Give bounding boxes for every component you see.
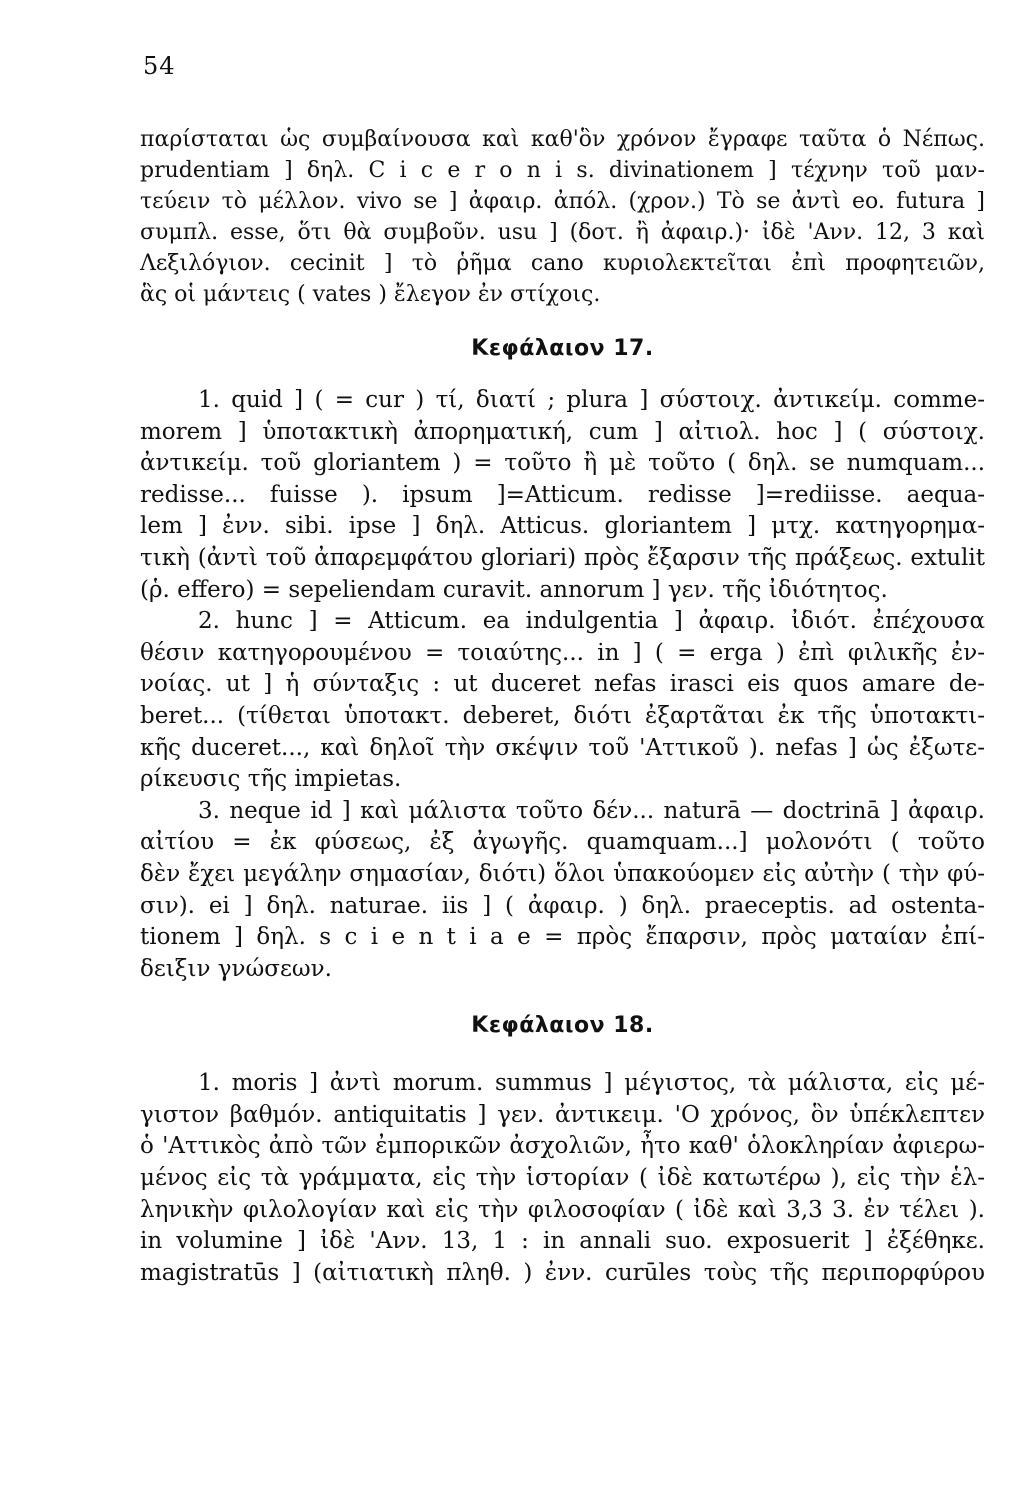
text-line: redisse... fuisse ). ipsum ]=Atticum. redisse ]=rediisse. aequa-	[140, 481, 985, 508]
text-line: τεύειν τὸ μέλλον. vivo se ] ἀφαιρ. ἀπόλ. (χρον.) Τὸ se ἀντὶ eo. futura ]	[140, 189, 985, 214]
text-line: συμπλ. esse, ὅτι θὰ συμβοῦν. usu ] (δοτ. ἢ ἀφαιρ.)· ἰδὲ 'Ανν. 12, 3 καὶ	[140, 220, 985, 245]
chapter-heading-17: Κεφάλαιον 17.	[471, 336, 654, 361]
intro-paragraph	[140, 124, 985, 310]
text-line: γιστον βαθμόν. antiquitatis ] γεν. ἀντικειμ. 'Ο χρόνος, ὃν ὑπέκλεπτεν	[140, 1101, 985, 1128]
text-line: tionem ] δηλ. s c i e n t i a e = πρὸς ἔπαρσιν, πρὸς ματαίαν ἐπί-	[140, 924, 985, 951]
text-line: 1. quid ] ( = cur ) τί, διατί ; plura ] σύστοιχ. ἀντικείμ. comme-	[198, 387, 985, 413]
text-line: (ῥ. effero) = sepeliendam curavit. annorum ] γεν. τῆς ἰδιότητος.	[140, 576, 888, 603]
text-line: μένος εἰς τὰ γράμματα, εἰς τὴν ἱστορίαν ( ἰδὲ κατωτέρω ), εἰς τὴν ἑλ-	[140, 1165, 985, 1192]
text-line: 2. hunc ] = Atticum. ea indulgentia ] ἀφαιρ. ἰδιότ. ἐπέχουσα	[198, 608, 985, 635]
text-line: παρίσταται ὡς συμβαίνουσα καὶ καθ'ὃν χρόνον ἔγραφε ταῦτα ὁ Νέπως.	[140, 127, 985, 152]
chapter-17-body	[140, 385, 985, 985]
text-line: νοίας. ut ] ἡ σύνταξις : ut duceret nefas irasci eis quos amare de-	[140, 671, 985, 698]
text-line: prudentiam ] δηλ. C i c e r o n i s. divinationem ] τέχνην τοῦ μαν-	[140, 158, 985, 183]
text-line: beret... (τίθεται ὑποτακτ. deberet, διότι ἐξαρτᾶται ἐκ τῆς ὑποτακτι-	[140, 702, 985, 729]
text-line: δειξιν γνώσεων.	[140, 955, 332, 982]
text-line: 1. moris ] ἀντὶ morum. summus ] μέγιστος, τὰ μάλιστα, εἰς μέ-	[198, 1070, 985, 1097]
text-line: ἀντικείμ. τοῦ gloriantem ) = τοῦτο ἢ μὲ τοῦτο ( δηλ. se numquam...	[140, 450, 985, 477]
text-line: αἰτίου = ἐκ φύσεως, ἐξ ἀγωγῆς. quamquam...] μολονότι ( τοῦτο	[140, 829, 985, 856]
chapter-18-body	[140, 1068, 985, 1289]
text-line: in volumine ] ἰδὲ 'Ανν. 13, 1 : in annali suo. exposuerit ] ἐξέθηκε.	[140, 1228, 985, 1255]
text-line: morem ] ὑποτακτικὴ ἀπορηματική, cum ] αἰτιολ. hoc ] ( σύστοιχ.	[140, 418, 985, 445]
text-line: ληνικὴν φιλολογίαν καὶ εἰς τὴν φιλοσοφίαν ( ἰδὲ καὶ 3,3 3. ἐν τέλει ).	[140, 1196, 985, 1223]
text-line: τικὴ (ἀντὶ τοῦ ἀπαρεμφάτου gloriari) πρὸς ἔξαρσιν τῆς πράξεως. extulit	[140, 544, 985, 571]
text-line: magistratūs ] (αἰτιατικὴ πληθ. ) ἐνν. curūles τοὺς τῆς περιπορφύρου	[140, 1259, 985, 1286]
text-line: ἃς οἱ μάντεις ( vates ) ἔλεγον ἐν στίχοις.	[140, 282, 601, 307]
text-line: κῆς duceret..., καὶ δηλοῖ τὴν σκέψιν τοῦ 'Αττικοῦ ). nefas ] ὡς ἐξωτε-	[140, 734, 985, 761]
text-line: Λεξιλόγιον. cecinit ] τὸ ῥῆμα cano κυριολεκτεῖται ἐπὶ προφητειῶν,	[140, 251, 985, 276]
text-line: ρίκευσις τῆς impietas.	[140, 766, 402, 793]
text-line: δὲν ἔχει μεγάλην σημασίαν, διότι) ὅλοι ὑπακούομεν εἰς αὐτὴν ( τὴν φύ-	[140, 860, 985, 887]
chapter-heading-18: Κεφάλαιον 18.	[471, 1013, 654, 1039]
text-line: σιν). ei ] δηλ. naturae. iis ] ( ἀφαιρ. ) δηλ. praeceptis. ad ostenta-	[140, 892, 985, 919]
page-number: 54	[143, 52, 176, 80]
text-line: ὁ 'Αττικὸς ἀπὸ τῶν ἐμπορικῶν ἀσχολιῶν, ἦτο καθ' ὁλοκληρίαν ἀφιερω-	[140, 1133, 985, 1160]
page-body	[140, 124, 985, 1289]
text-line: θέσιν κατηγορουμένου = τοιαύτης... in ] ( = erga ) ἐπὶ φιλικῆς ἐν-	[140, 639, 985, 666]
text-line: 3. neque id ] καὶ μάλιστα τοῦτο δέν... naturā — doctrinā ] ἀφαιρ.	[198, 797, 985, 824]
text-line: lem ] ἐνν. sibi. ipse ] δηλ. Atticus. gloriantem ] μτχ. κατηγορημα-	[140, 513, 985, 540]
